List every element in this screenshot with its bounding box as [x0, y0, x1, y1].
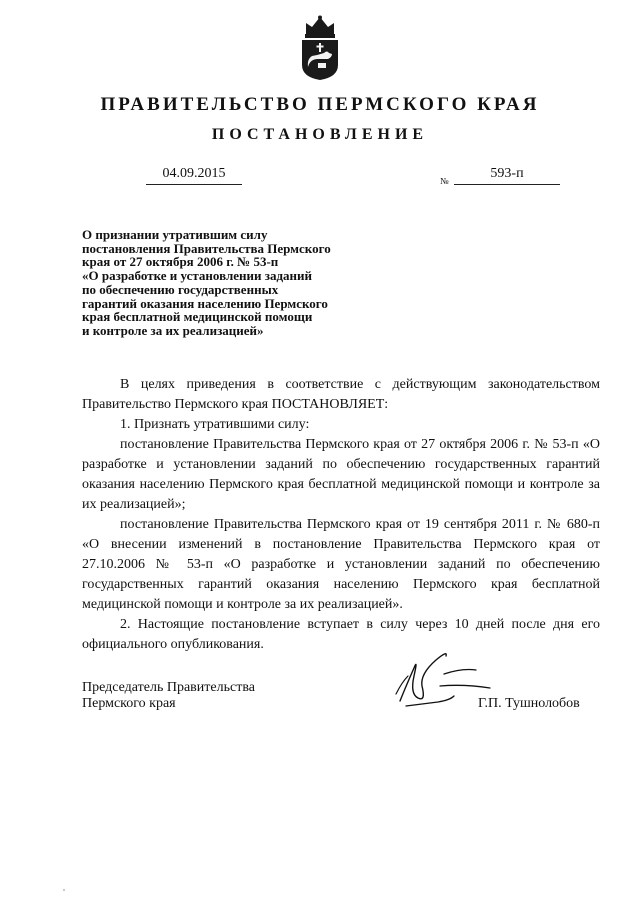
subject-line: края бесплатной медицинской помощи [82, 309, 313, 325]
document-body [82, 375, 600, 655]
signer-position-line: Председатель Правительства [82, 680, 255, 695]
document-number: 593-п [454, 166, 560, 185]
document-subject [82, 228, 382, 338]
scan-speck [63, 889, 65, 891]
coat-of-arms-icon [298, 15, 342, 81]
body-paragraph: 1. Признать утратившими силу: [120, 417, 310, 432]
body-paragraph: 2. Настоящие постановление вступает в силу через 10 дней после дня его официального опубликования. [82, 617, 600, 652]
signer-position [82, 680, 302, 712]
document-type: ПОСТАНОВЛЕНИЕ [211, 126, 429, 143]
subject-line: О признании утратившим силу [82, 227, 268, 242]
signer-position-line: Пермского края [82, 696, 176, 711]
subject-line: края от 27 октября 2006 г. № 53-п [82, 254, 279, 270]
subject-line: постановления Правительства Пермского [82, 240, 331, 256]
subject-line: гарантий оказания населению Пермского [82, 295, 328, 311]
body-paragraph: постановление Правительства Пермского края от 27 октября 2006 г. № 53-п «О разработке и установлении заданий по обеспечению государственных гарантий оказания населению Пермского края бесплатной медицинской помощи и контроле за их реализацией»; [82, 437, 600, 512]
government-title: ПРАВИТЕЛЬСТВО ПЕРМСКОГО КРАЯ [100, 94, 540, 115]
signer-name: Г.П. Тушнолобов [478, 696, 580, 711]
number-mark: № [440, 176, 449, 186]
subject-line: и контроле за их реализацией» [82, 322, 264, 338]
body-paragraph: постановление Правительства Пермского края от 19 сентября 2011 г. № 680-п «О внесении изменений в постановление Правительства Пермского края от 27.10.2006 № 53-п «О разработке и установлении заданий по обеспечению государственных гарантий оказания населению Пермского края бесплатной медицинской помощи и контроле за их реализацией». [82, 517, 600, 612]
subject-line: «О разработке и установлении заданий [82, 268, 313, 284]
body-paragraph: В целях приведения в соответствие с действующим законодательством Правительство Пермского края ПОСТАНОВЛЯЕТ: [82, 377, 600, 412]
document-date: 04.09.2015 [146, 166, 242, 185]
subject-line: по обеспечению государственных [82, 281, 279, 297]
